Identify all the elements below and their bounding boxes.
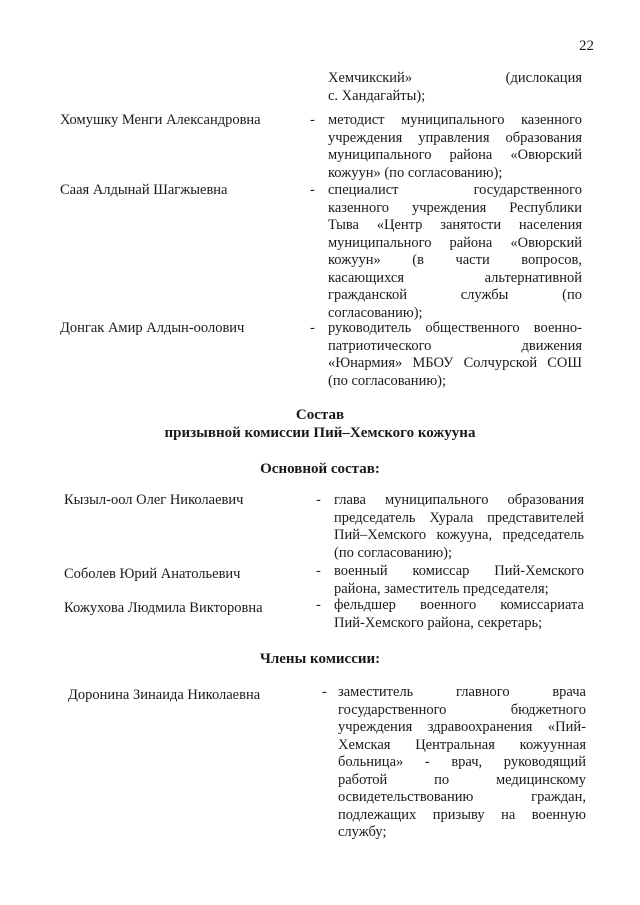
desc-line: согласованию); xyxy=(328,304,423,321)
section-subtitle: призывной комиссии Пий–Хемского кожууна xyxy=(164,425,476,441)
main-composition-heading: Основной состав: xyxy=(260,461,380,477)
section-title: Состав xyxy=(295,407,345,423)
desc-line: службу; xyxy=(338,824,387,840)
desc-line: Тыва «Центр занятости населения xyxy=(328,217,582,233)
desc-line: касающихся альтернативной xyxy=(328,269,582,286)
entry-dash: - xyxy=(310,320,315,336)
desc-line: методист муниципального казенного xyxy=(328,112,582,128)
member-name: Кожухова Людмила Викторовна xyxy=(64,600,263,616)
entry-dash: - xyxy=(310,182,315,198)
desc-line: фельдшер военного комиссариата xyxy=(334,597,584,613)
member-name: Доронина Зинаида Николаевна xyxy=(68,687,261,703)
desc-line: специалист государственного xyxy=(328,182,582,198)
desc-line: учреждения управления образования xyxy=(328,129,582,146)
member-name: Саая Алдынай Шагжыевна xyxy=(60,182,228,198)
members-heading: Члены комиссии: xyxy=(259,651,381,667)
desc-line: (по согласованию); xyxy=(328,372,447,389)
desc-line: работой по медицинскому xyxy=(338,771,586,788)
entry-dash: - xyxy=(316,597,321,613)
desc-line: Пий-Хемского района, секретарь; xyxy=(334,614,543,631)
desc-line: гражданской службы (по xyxy=(328,287,582,303)
desc-line: Хемская Центральная кожуунная xyxy=(338,736,586,753)
page-number: 22 xyxy=(579,38,594,54)
desc-line: муниципального района «Овюрский xyxy=(328,147,582,163)
desc-line: руководитель общественного военно- xyxy=(328,320,582,336)
member-role xyxy=(334,563,584,598)
desc-line: председатель Хурала представителей xyxy=(334,509,584,526)
desc-line: Пий–Хемского кожууна, председатель xyxy=(334,527,584,543)
desc-line: «Юнармия» МБОУ Солчурской СОШ xyxy=(328,355,582,371)
entry-dash: - xyxy=(316,563,321,579)
member-role xyxy=(334,597,584,632)
desc-line: учреждения здравоохранения «Пий- xyxy=(338,719,586,735)
member-role xyxy=(328,112,582,182)
member-role xyxy=(334,492,584,562)
desc-line: военный комиссар Пий-Хемского xyxy=(334,563,584,579)
member-name: Соболев Юрий Анатольевич xyxy=(64,566,241,582)
member-name: Хомушку Менги Александровна xyxy=(60,112,261,128)
desc-line: освидетельствованию граждан, xyxy=(338,789,586,805)
desc-line: государственного бюджетного xyxy=(338,701,586,718)
continuation-text xyxy=(328,70,582,105)
desc-line: с. Хандагайты); xyxy=(328,87,426,104)
desc-line: глава муниципального образования xyxy=(334,492,584,508)
member-role xyxy=(328,320,582,390)
desc-line: (по согласованию); xyxy=(334,544,453,561)
desc-line: кожуун» (в части вопросов, xyxy=(328,252,582,268)
desc-line: патриотического движения xyxy=(328,337,582,354)
member-name: Донгак Амир Алдын-оолович xyxy=(60,320,245,336)
desc-line: казенного учреждения Республики xyxy=(328,199,582,216)
entry-dash: - xyxy=(322,684,327,700)
desc-line: кожуун» (по согласованию); xyxy=(328,164,503,181)
member-name: Кызыл-оол Олег Николаевич xyxy=(64,492,244,508)
desc-line: подлежащих призыву на военную xyxy=(338,806,586,823)
entry-dash: - xyxy=(316,492,321,508)
member-role xyxy=(328,182,582,322)
entry-dash: - xyxy=(310,112,315,128)
desc-line: больница» - врач, руководящий xyxy=(338,754,586,770)
desc-line: района, заместитель председателя; xyxy=(334,580,549,597)
desc-line: Хемчикский» (дислокация xyxy=(328,70,582,86)
desc-line: муниципального района «Овюрский xyxy=(328,234,582,251)
desc-line: заместитель главного врача xyxy=(338,684,586,700)
member-role xyxy=(338,684,586,842)
